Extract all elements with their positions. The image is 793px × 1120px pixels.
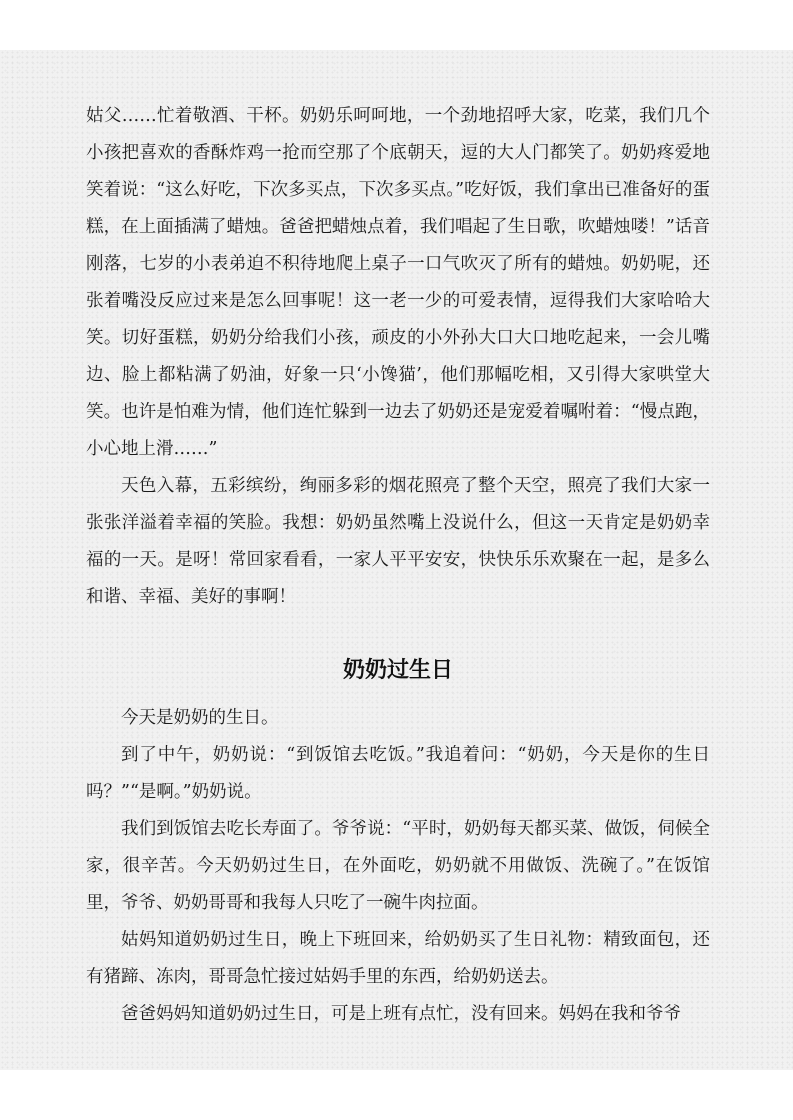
paragraph-intro: 今天是奶奶的生日。 (121, 708, 279, 728)
page-content (86, 98, 710, 1033)
essay-title: 奶奶过生日 (342, 658, 453, 683)
paragraph-restaurant: 我们到饭馆去吃长寿面了。爷爷说：“平时，奶奶每天都买菜、做饭，伺候全家，很辛苦。今天奶奶过生日，在外面吃，奶奶就不用做饭、洗碗了。”在饭馆里，爷爷、奶奶哥哥和我每人只吃了一碗牛肉拉面。 (86, 819, 710, 913)
paragraph-noon: 到了中午，奶奶说：“到饭馆去吃饭。”我追着问：“奶奶，今天是你的生日吗？”“是啊。”奶奶说。 (86, 745, 710, 802)
paragraph-parents: 爸爸妈妈知道奶奶过生日，可是上班有点忙，没有回来。妈妈在我和爷爷 (121, 1004, 681, 1024)
document-page (0, 50, 793, 1070)
paragraph-fireworks: 天色入幕，五彩缤纷，绚丽多彩的烟花照亮了整个天空，照亮了我们大家一张张洋溢着幸福的笑脸。我想：奶奶虽然嘴上没说什么，但这一天肯定是奶奶幸福的一天。是呀！常回家看看，一家人平平安安，快快乐乐欢聚在一起，是多么和谐、幸福、美好的事啊！ (86, 476, 710, 607)
paragraph-continuation: 姑父……忙着敬酒、干杯。奶奶乐呵呵地，一个劲地招呼大家，吃菜，我们几个小孩把喜欢的香酥炸鸡一抢而空那了个底朝天，逗的大人门都笑了。奶奶疼爱地笑着说：“这么好吃，下次多买点，下次多买点。”吃好饭，我们拿出已准备好的蛋糕，在上面插满了蜡烛。爸爸把蜡烛点着，我们唱起了生日歌，吹蜡烛喽！”话音刚落，七岁的小表弟迫不积待地爬上桌子一口气吹灭了所有的蜡烛。奶奶呢，还张着嘴没反应过来是怎么回事呢！这一老一少的可爱表情，逗得我们大家哈哈大笑。切好蛋糕，奶奶分给我们小孩，顽皮的小外孙大口大口地吃起来，一会儿嘴边、脸上都粘满了奶油，好象一只‘小馋猫’，他们那幅吃相，又引得大家哄堂大笑。也许是怕难为情，他们连忙躲到一边去了奶奶还是宠爱着嘱咐着：“慢点跑，小心地上滑……” (86, 106, 710, 459)
paragraph-aunt-gift: 姑妈知道奶奶过生日，晚上下班回来，给奶奶买了生日礼物：精致面包，还有猪蹄、冻肉，哥哥急忙接过姑妈手里的东西，给奶奶送去。 (86, 930, 710, 987)
